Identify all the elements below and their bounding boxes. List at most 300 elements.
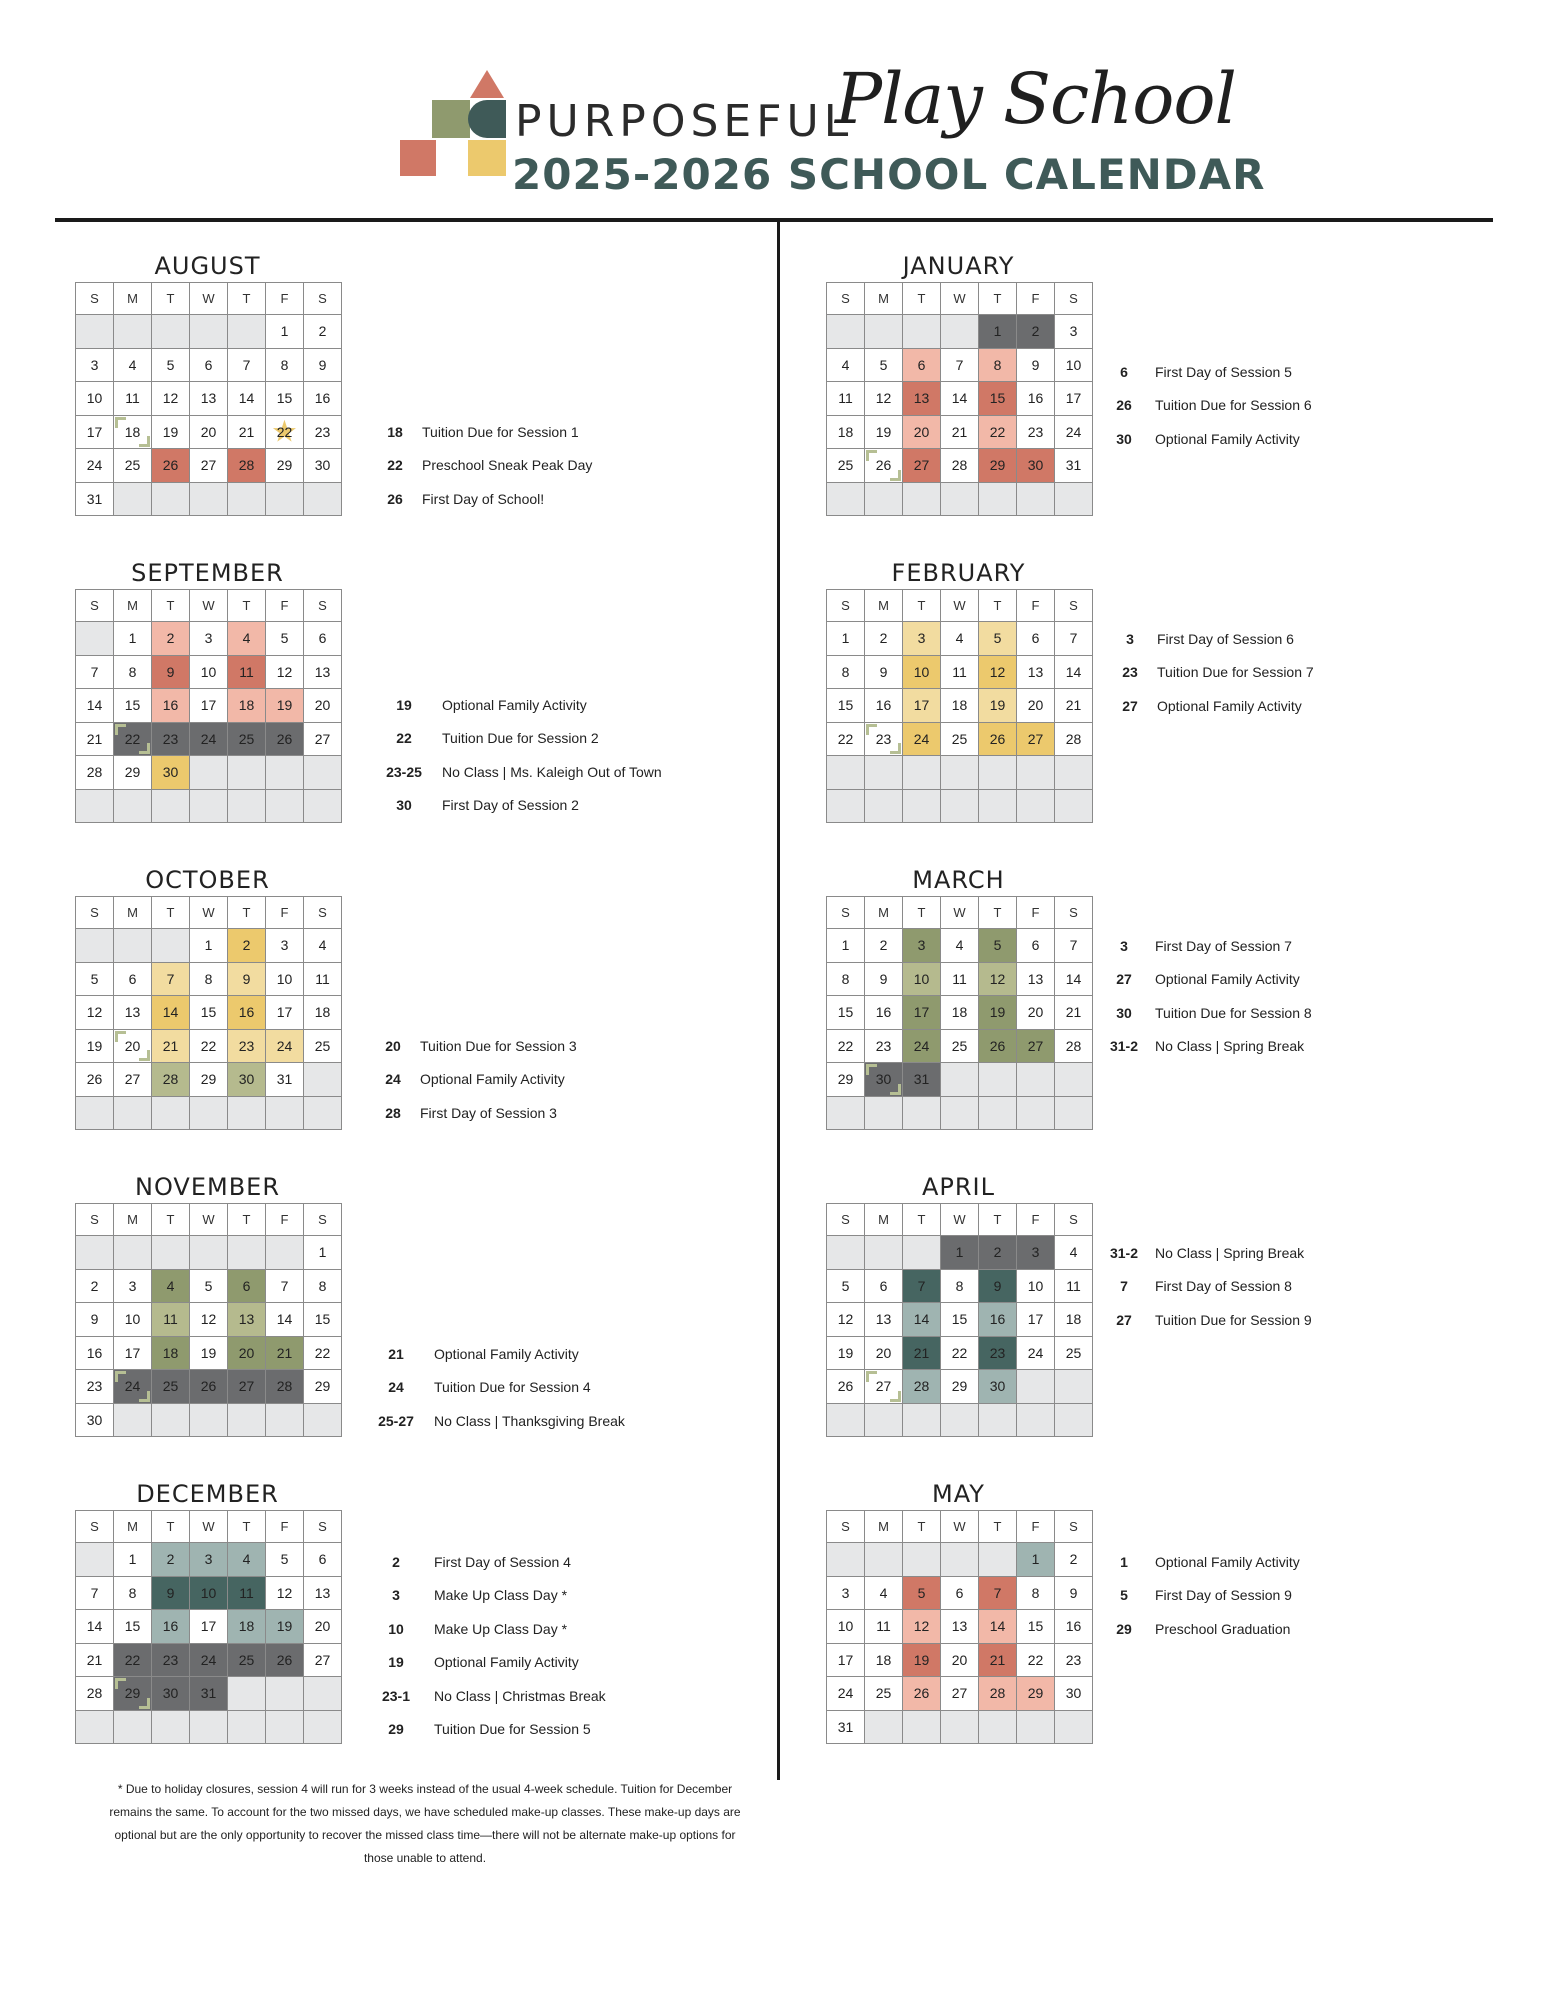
event-text: Optional Family Activity bbox=[1155, 1553, 1300, 1570]
day-cell bbox=[941, 1370, 979, 1404]
empty-day-cell bbox=[190, 1236, 228, 1270]
day-cell bbox=[1017, 1610, 1055, 1644]
day-cell bbox=[865, 349, 903, 383]
event-row bbox=[378, 1029, 577, 1063]
empty-day-cell bbox=[228, 1711, 266, 1745]
day-cell bbox=[76, 1030, 114, 1064]
day-number: 8 bbox=[1031, 1584, 1040, 1601]
weekday-header: W bbox=[941, 590, 979, 622]
event-date: 26 bbox=[387, 490, 403, 507]
day-cell bbox=[266, 1337, 304, 1371]
day-cell bbox=[1017, 1677, 1055, 1711]
month-events bbox=[380, 415, 592, 516]
day-number: 23 bbox=[1065, 1651, 1082, 1668]
day-cell bbox=[114, 1577, 152, 1611]
day-cell bbox=[941, 689, 979, 723]
day-cell bbox=[1055, 449, 1093, 483]
event-date: 30 bbox=[1116, 430, 1132, 447]
day-number: 19 bbox=[913, 1651, 930, 1668]
day-cell bbox=[865, 689, 903, 723]
day-cell bbox=[304, 996, 342, 1030]
day-cell bbox=[903, 656, 941, 690]
day-number: 7 bbox=[90, 1584, 99, 1601]
day-cell bbox=[304, 416, 342, 450]
event-date: 23 bbox=[1122, 664, 1138, 681]
day-number: 16 bbox=[875, 1004, 892, 1021]
event-text: Preschool Graduation bbox=[1155, 1620, 1291, 1637]
day-number: 29 bbox=[989, 457, 1006, 474]
empty-day-cell bbox=[114, 1711, 152, 1745]
event-date: 10 bbox=[388, 1620, 404, 1637]
empty-day-cell bbox=[941, 1711, 979, 1745]
day-number: 14 bbox=[1065, 970, 1082, 987]
empty-day-cell bbox=[1017, 790, 1055, 824]
day-cell bbox=[76, 1063, 114, 1097]
day-number: 20 bbox=[200, 423, 217, 440]
day-number: 10 bbox=[913, 970, 930, 987]
day-cell bbox=[1055, 349, 1093, 383]
day-number: 17 bbox=[276, 1004, 293, 1021]
day-cell bbox=[903, 1030, 941, 1064]
logo-teal-block bbox=[468, 100, 506, 138]
empty-day-cell bbox=[865, 315, 903, 349]
day-number: 23 bbox=[162, 730, 179, 747]
day-cell bbox=[1017, 416, 1055, 450]
day-cell bbox=[228, 929, 266, 963]
day-cell bbox=[1055, 315, 1093, 349]
day-number: 6 bbox=[242, 1277, 251, 1294]
event-date: 31-2 bbox=[1109, 1038, 1139, 1055]
day-cell bbox=[941, 929, 979, 963]
month-events bbox=[1105, 355, 1312, 456]
day-number: 21 bbox=[913, 1344, 930, 1361]
empty-day-cell bbox=[865, 1711, 903, 1745]
day-cell bbox=[941, 1337, 979, 1371]
day-number: 13 bbox=[238, 1311, 255, 1328]
day-number: 15 bbox=[837, 697, 854, 714]
day-cell bbox=[190, 1303, 228, 1337]
day-cell bbox=[903, 449, 941, 483]
day-number: 25 bbox=[951, 730, 968, 747]
day-cell bbox=[76, 723, 114, 757]
empty-day-cell bbox=[827, 1097, 865, 1131]
day-cell bbox=[941, 996, 979, 1030]
empty-day-cell bbox=[114, 929, 152, 963]
weekday-header: T bbox=[903, 1204, 941, 1236]
day-number: 2 bbox=[879, 937, 888, 954]
day-number: 23 bbox=[162, 1651, 179, 1668]
day-cell bbox=[941, 1270, 979, 1304]
day-number: 19 bbox=[200, 1344, 217, 1361]
day-number: 3 bbox=[128, 1277, 137, 1294]
event-row bbox=[370, 1579, 606, 1613]
day-cell bbox=[827, 1610, 865, 1644]
day-number: 18 bbox=[314, 1004, 331, 1021]
day-cell bbox=[941, 382, 979, 416]
day-number: 18 bbox=[238, 1618, 255, 1635]
empty-day-cell bbox=[827, 756, 865, 790]
empty-day-cell bbox=[1017, 756, 1055, 790]
day-cell bbox=[941, 622, 979, 656]
day-number: 13 bbox=[124, 1004, 141, 1021]
event-date: 3 bbox=[1120, 937, 1128, 954]
empty-day-cell bbox=[865, 1097, 903, 1131]
day-number: 31 bbox=[86, 490, 103, 507]
month-august bbox=[75, 250, 340, 516]
month-name: JANUARY bbox=[902, 252, 1015, 280]
day-cell bbox=[979, 1303, 1017, 1337]
event-text: No Class | Thanksgiving Break bbox=[434, 1412, 625, 1429]
day-number: 3 bbox=[204, 630, 213, 647]
weekday-header: F bbox=[1017, 1511, 1055, 1543]
day-number: 27 bbox=[200, 457, 217, 474]
day-number: 24 bbox=[200, 1651, 217, 1668]
event-date: 27 bbox=[1116, 1311, 1132, 1328]
day-number: 19 bbox=[837, 1344, 854, 1361]
day-cell bbox=[190, 1543, 228, 1577]
day-cell bbox=[827, 1370, 865, 1404]
day-number: 12 bbox=[989, 970, 1006, 987]
empty-day-cell bbox=[865, 756, 903, 790]
day-cell bbox=[1017, 656, 1055, 690]
weekday-header: W bbox=[190, 1204, 228, 1236]
day-number: 8 bbox=[993, 356, 1002, 373]
day-number: 16 bbox=[162, 697, 179, 714]
empty-day-cell bbox=[152, 315, 190, 349]
day-number: 15 bbox=[837, 1004, 854, 1021]
event-date: 21 bbox=[388, 1345, 404, 1362]
day-cell bbox=[228, 1610, 266, 1644]
day-cell bbox=[152, 1270, 190, 1304]
event-row bbox=[1115, 622, 1314, 656]
day-number: 14 bbox=[238, 390, 255, 407]
weekday-header: T bbox=[979, 1204, 1017, 1236]
month-december bbox=[75, 1478, 340, 1744]
day-cell bbox=[979, 1236, 1017, 1270]
day-number: 16 bbox=[314, 390, 331, 407]
empty-day-cell bbox=[903, 756, 941, 790]
event-date: 6 bbox=[1120, 363, 1128, 380]
event-text: First Day of Session 7 bbox=[1155, 937, 1292, 954]
event-date: 19 bbox=[388, 1654, 404, 1671]
day-cell bbox=[228, 1370, 266, 1404]
weekday-header: S bbox=[76, 897, 114, 929]
day-cell bbox=[1055, 416, 1093, 450]
day-cell bbox=[979, 1577, 1017, 1611]
day-cell bbox=[941, 349, 979, 383]
day-number: 27 bbox=[1027, 730, 1044, 747]
day-cell bbox=[228, 723, 266, 757]
day-number: 19 bbox=[989, 697, 1006, 714]
month-events bbox=[378, 1029, 577, 1130]
day-cell bbox=[979, 349, 1017, 383]
day-number: 22 bbox=[1027, 1651, 1044, 1668]
day-number: 11 bbox=[163, 1311, 178, 1328]
event-text: Tuition Due for Session 5 bbox=[434, 1721, 591, 1738]
empty-day-cell bbox=[266, 1711, 304, 1745]
day-cell bbox=[1055, 996, 1093, 1030]
day-number: 15 bbox=[200, 1004, 217, 1021]
day-number: 17 bbox=[1065, 390, 1082, 407]
empty-day-cell bbox=[1055, 756, 1093, 790]
day-number: 26 bbox=[276, 730, 293, 747]
month-grid bbox=[826, 896, 1093, 1130]
empty-day-cell bbox=[1055, 1404, 1093, 1438]
day-cell bbox=[979, 622, 1017, 656]
event-row bbox=[370, 1612, 606, 1646]
day-cell bbox=[1055, 656, 1093, 690]
day-cell bbox=[1055, 1270, 1093, 1304]
day-number: 25 bbox=[1065, 1344, 1082, 1361]
day-cell bbox=[979, 382, 1017, 416]
month-october bbox=[75, 864, 340, 1130]
month-name: APRIL bbox=[921, 1173, 995, 1201]
day-number: 7 bbox=[166, 970, 175, 987]
day-cell bbox=[941, 1677, 979, 1711]
weekday-header: S bbox=[304, 283, 342, 315]
weekday-header: S bbox=[76, 590, 114, 622]
day-number: 18 bbox=[124, 423, 141, 440]
day-number: 6 bbox=[1031, 937, 1040, 954]
day-number: 28 bbox=[951, 457, 968, 474]
day-number: 12 bbox=[276, 1584, 293, 1601]
day-number: 9 bbox=[166, 1584, 175, 1601]
day-number: 11 bbox=[1066, 1277, 1081, 1294]
day-number: 8 bbox=[841, 663, 850, 680]
day-number: 14 bbox=[989, 1618, 1006, 1635]
day-number: 29 bbox=[1027, 1685, 1044, 1702]
day-number: 23 bbox=[875, 1037, 892, 1054]
day-number: 8 bbox=[955, 1277, 964, 1294]
month-name: AUGUST bbox=[154, 252, 261, 280]
header-divider bbox=[55, 218, 1493, 222]
event-text: Tuition Due for Session 2 bbox=[442, 730, 599, 747]
day-number: 30 bbox=[162, 1685, 179, 1702]
day-cell bbox=[114, 1030, 152, 1064]
day-number: 18 bbox=[162, 1344, 179, 1361]
event-date: 7 bbox=[1120, 1278, 1128, 1295]
day-number: 22 bbox=[200, 1037, 217, 1054]
day-cell bbox=[190, 1644, 228, 1678]
day-number: 22 bbox=[837, 730, 854, 747]
event-text: Optional Family Activity bbox=[1157, 697, 1302, 714]
event-row bbox=[1105, 1303, 1312, 1337]
brand-name: PURPOSEFUL bbox=[515, 96, 854, 147]
day-cell bbox=[941, 416, 979, 450]
day-cell bbox=[941, 1610, 979, 1644]
day-cell bbox=[1017, 382, 1055, 416]
day-number: 17 bbox=[913, 1004, 930, 1021]
weekday-header: M bbox=[114, 1204, 152, 1236]
event-text: Tuition Due for Session 9 bbox=[1155, 1311, 1312, 1328]
day-cell bbox=[827, 349, 865, 383]
day-number: 5 bbox=[90, 970, 99, 987]
event-row bbox=[378, 755, 662, 789]
day-cell bbox=[152, 963, 190, 997]
day-cell bbox=[865, 929, 903, 963]
day-cell bbox=[152, 1543, 190, 1577]
day-cell bbox=[1017, 1577, 1055, 1611]
day-number: 7 bbox=[993, 1584, 1002, 1601]
day-cell bbox=[114, 1063, 152, 1097]
empty-day-cell bbox=[941, 790, 979, 824]
event-row bbox=[378, 789, 662, 823]
empty-day-cell bbox=[152, 929, 190, 963]
weekday-header: S bbox=[1055, 1204, 1093, 1236]
day-cell bbox=[1017, 929, 1055, 963]
day-number: 7 bbox=[955, 356, 964, 373]
empty-day-cell bbox=[979, 1063, 1017, 1097]
month-grid bbox=[75, 282, 342, 516]
event-text: First Day of School! bbox=[422, 490, 545, 507]
day-number: 29 bbox=[837, 1071, 854, 1088]
day-number: 3 bbox=[90, 356, 99, 373]
day-number: 9 bbox=[318, 356, 327, 373]
day-number: 25 bbox=[875, 1685, 892, 1702]
day-number: 10 bbox=[200, 663, 217, 680]
day-number: 2 bbox=[879, 630, 888, 647]
event-text: Tuition Due for Session 8 bbox=[1155, 1004, 1312, 1021]
weekday-header: F bbox=[1017, 283, 1055, 315]
day-number: 31 bbox=[276, 1071, 293, 1088]
day-cell bbox=[152, 689, 190, 723]
day-number: 17 bbox=[124, 1344, 141, 1361]
month-name: MARCH bbox=[912, 866, 1005, 894]
empty-day-cell bbox=[76, 790, 114, 824]
weekday-header: T bbox=[979, 897, 1017, 929]
day-cell bbox=[266, 723, 304, 757]
month-events bbox=[378, 688, 662, 822]
day-number: 1 bbox=[841, 937, 850, 954]
day-cell bbox=[190, 689, 228, 723]
day-number: 20 bbox=[913, 423, 930, 440]
day-cell bbox=[114, 622, 152, 656]
day-cell bbox=[827, 449, 865, 483]
day-number: 22 bbox=[124, 1651, 141, 1668]
day-cell bbox=[266, 382, 304, 416]
day-cell bbox=[903, 1610, 941, 1644]
empty-day-cell bbox=[228, 315, 266, 349]
day-cell bbox=[1055, 963, 1093, 997]
event-row bbox=[1105, 355, 1312, 389]
weekday-header: F bbox=[1017, 1204, 1055, 1236]
day-cell bbox=[304, 349, 342, 383]
day-number: 21 bbox=[238, 423, 255, 440]
day-number: 1 bbox=[128, 630, 137, 647]
day-cell bbox=[903, 996, 941, 1030]
weekday-header: M bbox=[114, 283, 152, 315]
day-number: 17 bbox=[913, 697, 930, 714]
empty-day-cell bbox=[228, 483, 266, 517]
empty-day-cell bbox=[827, 1543, 865, 1577]
day-cell bbox=[1055, 723, 1093, 757]
day-cell bbox=[1055, 929, 1093, 963]
day-number: 28 bbox=[86, 764, 103, 781]
day-cell bbox=[152, 349, 190, 383]
event-text: Tuition Due for Session 4 bbox=[434, 1379, 591, 1396]
day-cell bbox=[114, 756, 152, 790]
empty-day-cell bbox=[1055, 1097, 1093, 1131]
day-number: 3 bbox=[280, 937, 289, 954]
day-number: 10 bbox=[1065, 356, 1082, 373]
day-number: 27 bbox=[875, 1378, 892, 1395]
day-number: 17 bbox=[200, 1618, 217, 1635]
day-cell bbox=[941, 656, 979, 690]
event-date: 1 bbox=[1120, 1553, 1128, 1570]
day-cell bbox=[152, 1030, 190, 1064]
logo-yellow-block bbox=[468, 140, 506, 176]
day-number: 11 bbox=[876, 1618, 891, 1635]
day-cell bbox=[941, 963, 979, 997]
day-number: 29 bbox=[276, 457, 293, 474]
day-cell bbox=[304, 1644, 342, 1678]
day-cell bbox=[76, 996, 114, 1030]
day-cell bbox=[865, 1677, 903, 1711]
event-date: 30 bbox=[1116, 1004, 1132, 1021]
day-number: 30 bbox=[238, 1071, 255, 1088]
weekday-header: S bbox=[1055, 283, 1093, 315]
empty-day-cell bbox=[266, 1404, 304, 1438]
weekday-header: T bbox=[152, 897, 190, 929]
day-cell bbox=[304, 1543, 342, 1577]
day-cell bbox=[114, 656, 152, 690]
empty-day-cell bbox=[979, 790, 1017, 824]
day-cell bbox=[865, 1030, 903, 1064]
day-number: 21 bbox=[162, 1037, 179, 1054]
day-number: 28 bbox=[162, 1071, 179, 1088]
day-cell bbox=[827, 1577, 865, 1611]
weekday-header: M bbox=[114, 1511, 152, 1543]
day-cell bbox=[114, 1370, 152, 1404]
day-number: 19 bbox=[276, 1618, 293, 1635]
day-cell bbox=[76, 963, 114, 997]
day-number: 31 bbox=[837, 1718, 854, 1735]
day-cell bbox=[304, 1370, 342, 1404]
event-date: 19 bbox=[396, 696, 412, 713]
empty-day-cell bbox=[827, 483, 865, 517]
day-cell bbox=[228, 416, 266, 450]
day-number: 10 bbox=[913, 663, 930, 680]
day-cell bbox=[979, 1610, 1017, 1644]
day-number: 17 bbox=[1027, 1311, 1044, 1328]
day-cell bbox=[190, 1370, 228, 1404]
day-number: 15 bbox=[276, 390, 293, 407]
day-cell bbox=[304, 723, 342, 757]
month-name: OCTOBER bbox=[145, 866, 270, 894]
event-date: 5 bbox=[1120, 1587, 1128, 1604]
empty-day-cell bbox=[228, 1097, 266, 1131]
day-cell bbox=[1017, 723, 1055, 757]
event-date: 24 bbox=[385, 1071, 401, 1088]
day-cell bbox=[152, 1677, 190, 1711]
empty-day-cell bbox=[152, 1711, 190, 1745]
day-number: 28 bbox=[86, 1685, 103, 1702]
day-cell bbox=[76, 1337, 114, 1371]
day-number: 3 bbox=[1069, 323, 1078, 340]
empty-day-cell bbox=[76, 1097, 114, 1131]
day-number: 11 bbox=[239, 1584, 254, 1601]
event-row bbox=[370, 1371, 625, 1405]
empty-day-cell bbox=[228, 756, 266, 790]
day-number: 9 bbox=[1031, 356, 1040, 373]
day-cell bbox=[979, 963, 1017, 997]
empty-day-cell bbox=[190, 1404, 228, 1438]
empty-day-cell bbox=[865, 790, 903, 824]
empty-day-cell bbox=[114, 1404, 152, 1438]
day-cell bbox=[304, 382, 342, 416]
day-cell bbox=[903, 622, 941, 656]
day-number: 26 bbox=[913, 1685, 930, 1702]
